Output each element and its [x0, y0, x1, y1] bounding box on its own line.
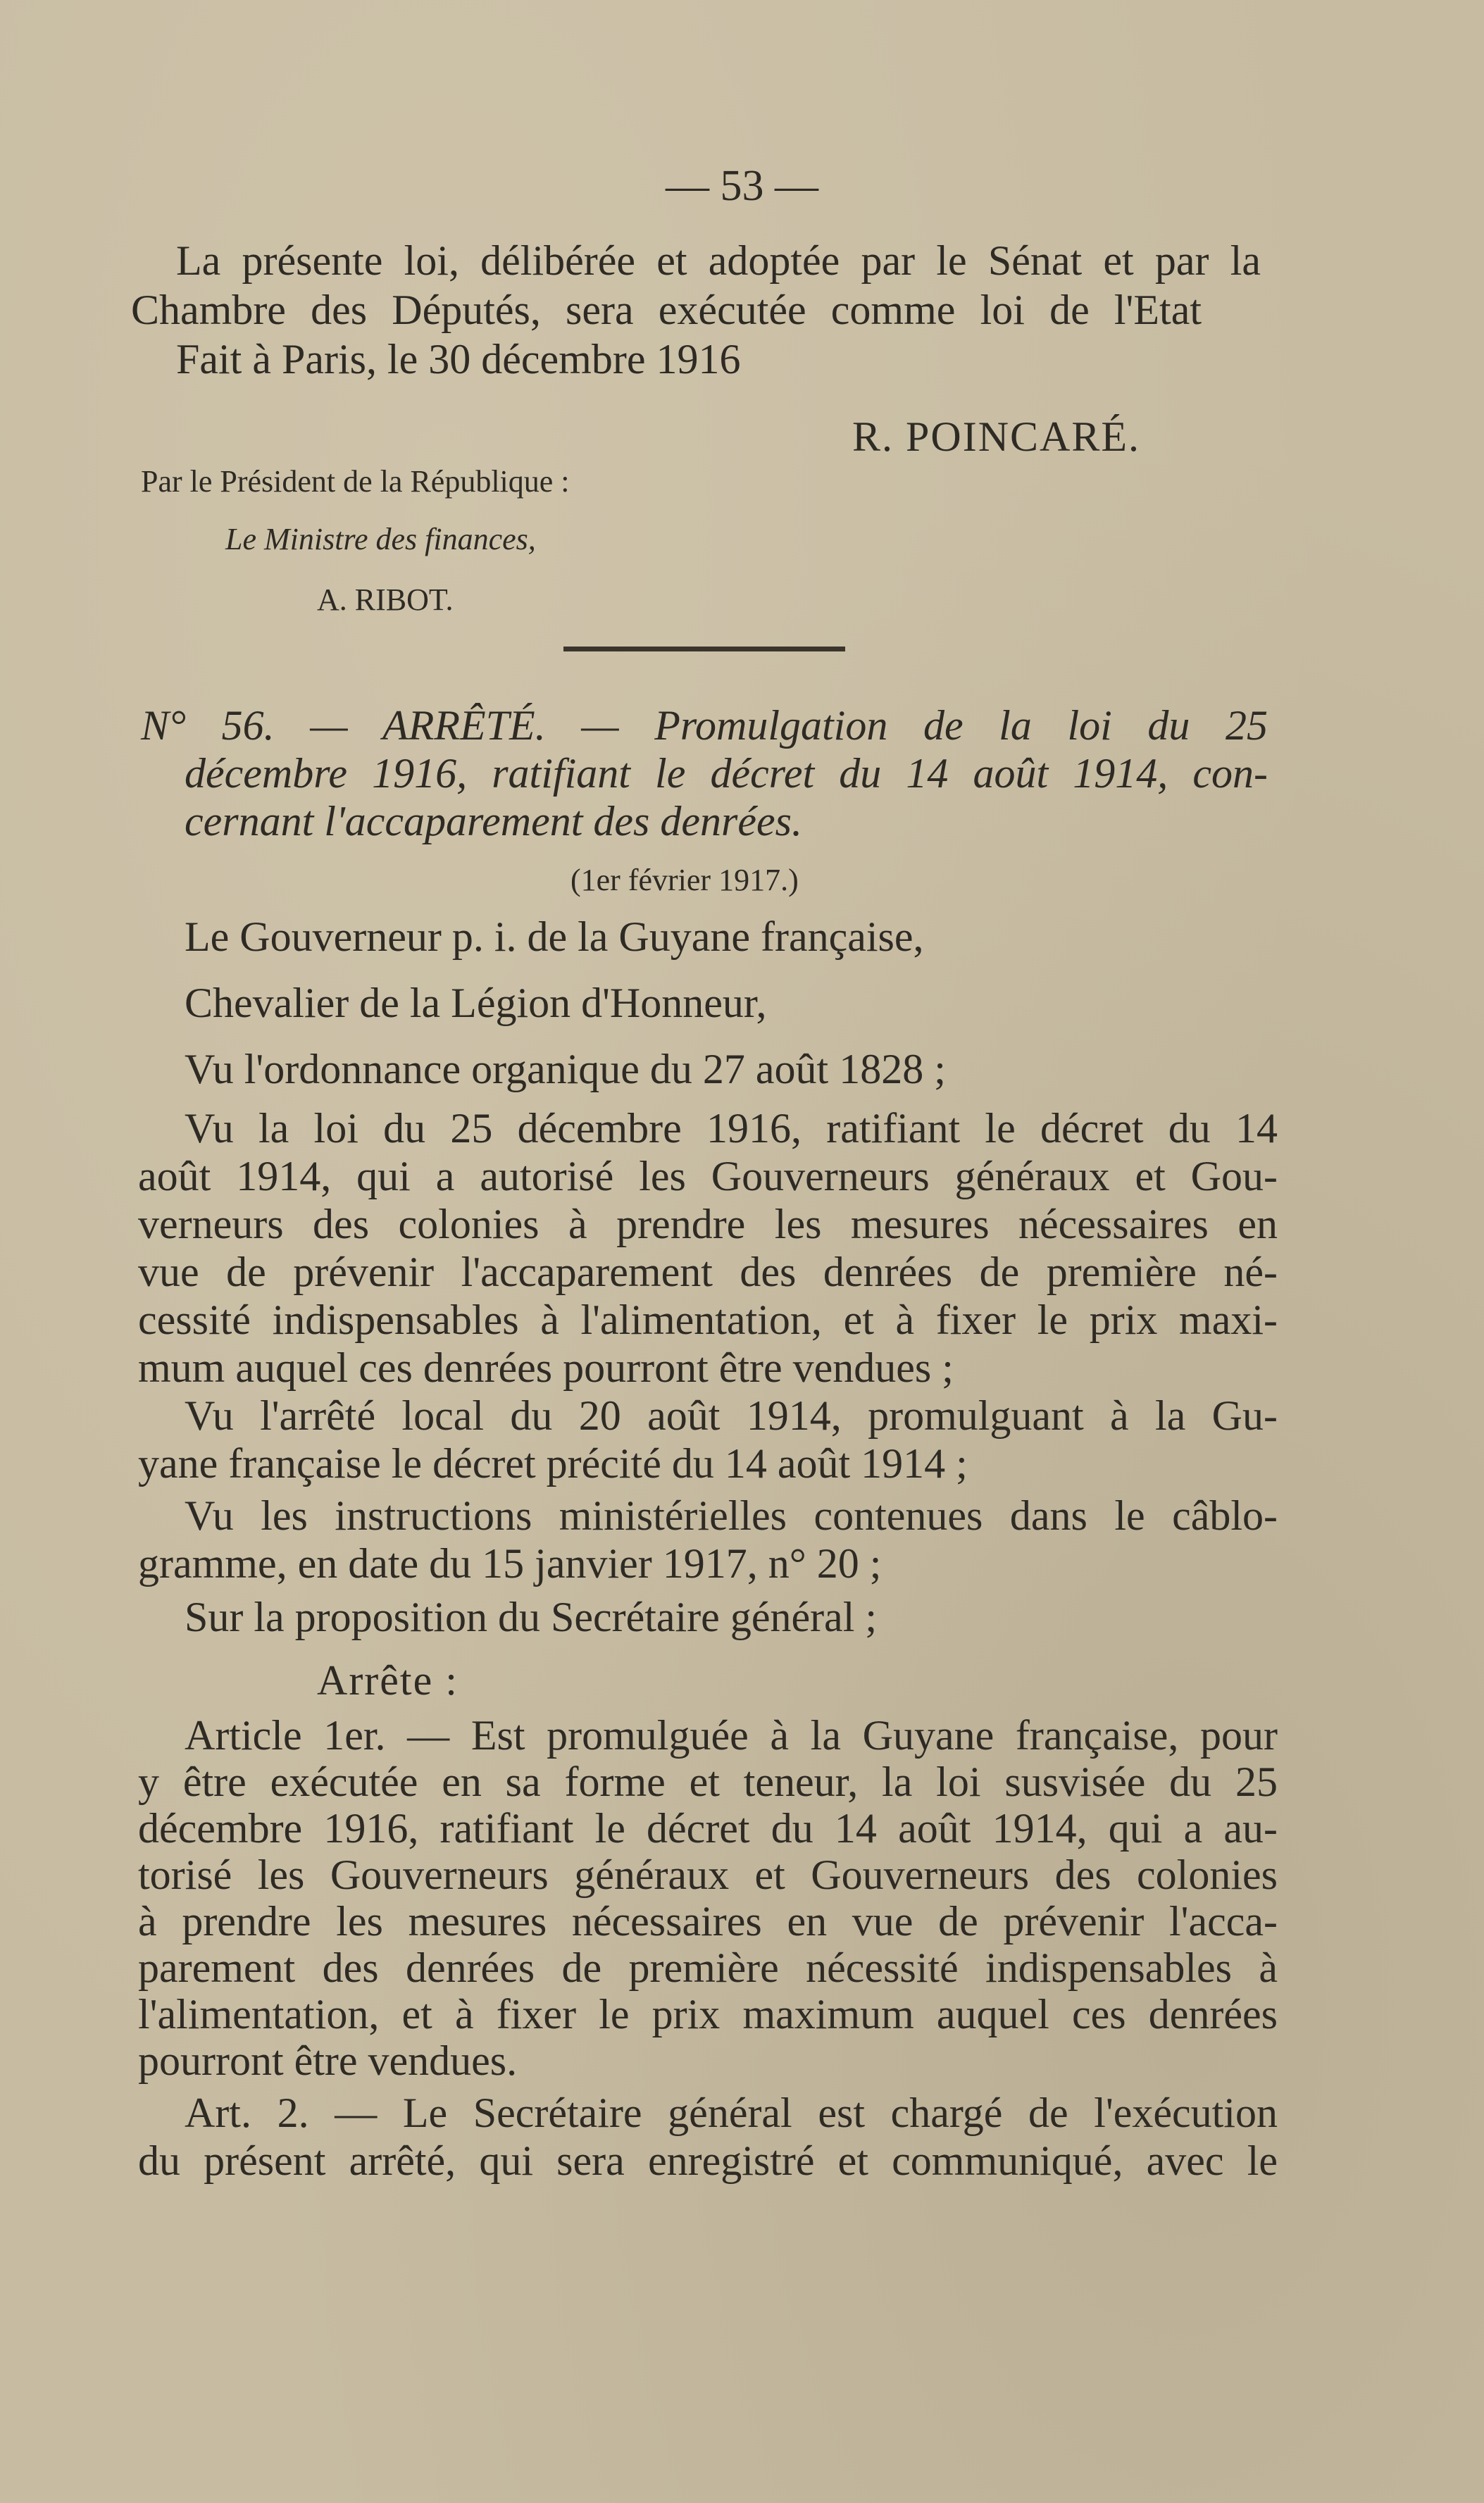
article-1-line: pourront être vendues.: [138, 2037, 518, 2084]
article-1-line: à prendre les mesures nécessaires en vue de prévenir l'acca-: [138, 1898, 1278, 1945]
article-2-line: Art. 2. — Le Secrétaire général est chargé de l'exécution: [185, 2090, 1278, 2136]
body-line: Vu la loi du 25 décembre 1916, ratifiant le décret du 14: [185, 1105, 1278, 1151]
page-number: — 53 —: [666, 162, 818, 210]
article-1-line: y être exécutée en sa forme et teneur, la loi susvisée du 25: [138, 1759, 1278, 1805]
article-1-line: Article 1er. — Est promulguée à la Guyane française, pour: [185, 1712, 1278, 1759]
law-line: La présente loi, délibérée et adoptée par le Sénat et par la: [176, 237, 1261, 284]
body-line: vue de prévenir l'accaparement des denrées de première né-: [138, 1249, 1278, 1295]
body-line: Vu l'arrêté local du 20 août 1914, promulguant à la Gu-: [185, 1392, 1278, 1439]
governor-line: Le Gouverneur p. i. de la Guyane française,: [185, 913, 924, 960]
president-signature: R. POINCARÉ.: [852, 413, 1141, 460]
law-line: Fait à Paris, le 30 décembre 1916: [176, 336, 741, 382]
decree-heading: cernant l'accaparement des denrées.: [185, 798, 803, 844]
article-1-line: l'alimentation, et à fixer le prix maximum auquel ces denrées: [138, 1991, 1278, 2037]
body-line: mum auquel ces denrées pourront être vendues ;: [138, 1344, 954, 1391]
article-1-line: parement des denrées de première nécessité indispensables à: [138, 1945, 1278, 1991]
law-line: Chambre des Députés, sera exécutée comme loi de l'Etat: [131, 287, 1202, 333]
chevalier-line: Chevalier de la Légion d'Honneur,: [185, 980, 767, 1026]
article-2-line: du présent arrêté, qui sera enregistré et communiqué, avec le: [138, 2137, 1278, 2184]
article-1-line: décembre 1916, ratifiant le décret du 14 août 1914, qui a au-: [138, 1805, 1278, 1852]
body-line: verneurs des colonies à prendre les mesures nécessaires en: [138, 1201, 1278, 1247]
decree-date: (1er février 1917.): [570, 863, 799, 897]
body-line: yane française le décret précité du 14 août 1914 ;: [138, 1440, 968, 1487]
minister-name: A. RIBOT.: [317, 582, 454, 617]
arrete-heading: Arrête :: [317, 1657, 459, 1704]
body-line: Vu l'ordonnance organique du 27 août 1828 ;: [185, 1046, 946, 1092]
decree-heading: N° 56. — ARRÊTÉ. — Promulgation de la loi du 25: [141, 702, 1268, 749]
minister-title: Le Ministre des finances,: [225, 522, 536, 556]
decree-heading: décembre 1916, ratifiant le décret du 14 août 1914, con-: [185, 750, 1268, 797]
article-1-line: torisé les Gouverneurs généraux et Gouverneurs des colonies: [138, 1852, 1278, 1898]
body-line: Sur la proposition du Secrétaire général ;: [185, 1594, 878, 1640]
body-line: gramme, en date du 15 janvier 1917, n° 20 ;: [138, 1540, 882, 1587]
body-line: août 1914, qui a autorisé les Gouverneurs généraux et Gou-: [138, 1153, 1278, 1199]
body-line: Vu les instructions ministérielles contenues dans le câblo-: [185, 1492, 1278, 1539]
by-president-line: Par le Président de la République :: [141, 464, 570, 499]
section-divider: [563, 647, 845, 651]
body-line: cessité indispensables à l'alimentation, et à fixer le prix maxi-: [138, 1297, 1278, 1343]
